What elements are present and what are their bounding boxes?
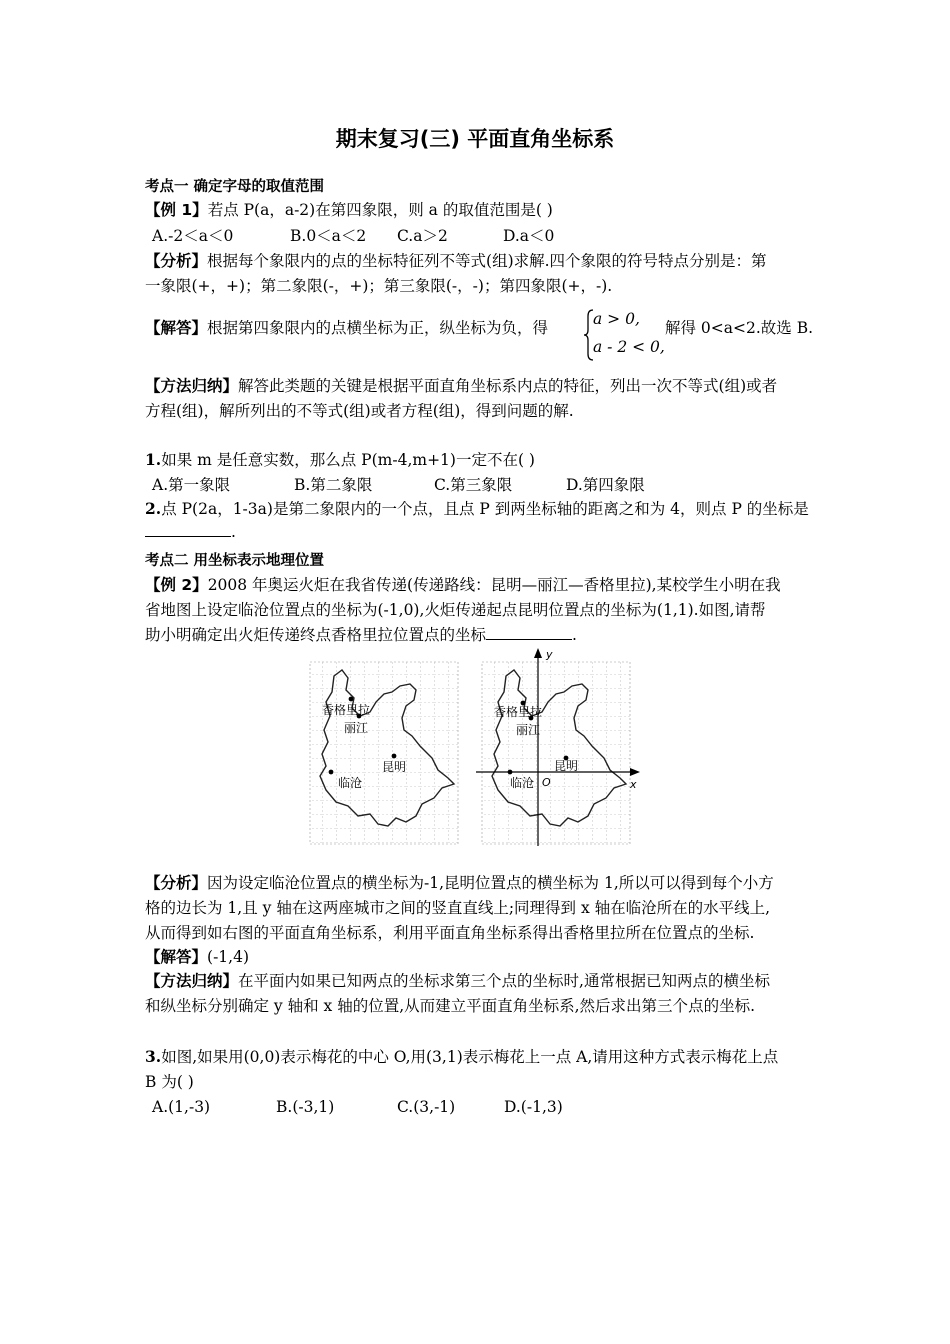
analysis2-line2: 格的边长为 1,且 y 轴在这两座城市之间的竖直直线上;同理得到 x 轴在临沧所在的水平线上, (145, 899, 771, 917)
answer2-tag: 【解答】 (145, 948, 208, 966)
analysis2-text1: 因为设定临沧位置点的横坐标为-1,昆明位置点的横坐标为 1,所以可以得到每个小方 (207, 874, 774, 892)
right-label-lincang: 临沧 (510, 776, 535, 790)
analysis1-text1: 根据每个象限内的点的坐标特征列不等式(组)求解.四个象限的符号特点分别是：第 (207, 252, 767, 270)
left-shangrila-dot (349, 697, 354, 702)
example1-option-b: B.0＜a＜2 (290, 227, 367, 245)
question1-option-b: B.第二象限 (294, 476, 373, 494)
question3-option-c: C.(3,-1) (397, 1098, 456, 1116)
example2-text3: 助小明确定出火炬传递终点香格里拉位置点的坐标 (145, 626, 487, 644)
question2-line (145, 498, 809, 520)
answer1-tail: 解得 0<a<2.故选 B. (665, 319, 814, 337)
question3-number: 3. (145, 1047, 162, 1066)
example1-text: 若点 P(a，a-2)在第四象限，则 a 的取值范围是( ) (207, 201, 553, 219)
method2-line2: 和纵坐标分别确定 y 轴和 x 轴的位置,从而建立平面直角坐标系,然后求出第三个点的坐标. (145, 997, 755, 1015)
question1-option-c: C.第三象限 (434, 476, 513, 494)
analysis1-line2: 一象限(+，+)；第二象限(-，+)；第三象限(-，-)；第四象限(+，-). (145, 277, 613, 295)
method2-tag: 【方法归纳】 (145, 972, 239, 990)
example1-option-d: D.a＜0 (503, 227, 555, 245)
method1-tag: 【方法归纳】 (145, 377, 239, 395)
example2-line2: 省地图上设定临沧位置点的坐标为(-1,0),火炬传递起点昆明位置点的坐标为(1,1).如图,请帮 (145, 601, 766, 619)
example1-option-c: C.a＞2 (397, 227, 448, 245)
section1-heading: 考点一 确定字母的取值范围 (145, 179, 325, 195)
left-label-shangrila: 香格里拉 (322, 703, 371, 717)
analysis1-tag: 【分析】 (145, 252, 208, 270)
left-label-lijiang: 丽江 (344, 721, 369, 735)
section2-heading: 考点二 用坐标表示地理位置 (145, 553, 325, 569)
answer2-line (145, 946, 249, 968)
analysis2-line3: 从而得到如右图的平面直角坐标系，利用平面直角坐标系得出香格里拉所在位置点的坐标. (145, 924, 755, 942)
answer1-line (145, 317, 548, 339)
analysis2-tag: 【分析】 (145, 874, 208, 892)
x-axis-arrow-icon (630, 768, 640, 776)
example2-tag: 【例 2】 (145, 576, 208, 594)
example1-tag: 【例 1】 (145, 201, 208, 219)
left-label-kunming: 昆明 (382, 760, 407, 774)
yunnan-maps (308, 646, 648, 848)
right-map-origin-label: O (542, 776, 551, 789)
question3-line1 (145, 1046, 778, 1068)
system-row-2: a - 2 < 0, (593, 338, 665, 356)
answer1-tag: 【解答】 (145, 319, 208, 337)
right-label-lijiang: 丽江 (516, 723, 541, 737)
answer2-text: (-1,4) (207, 948, 249, 966)
left-label-lincang: 临沧 (338, 776, 363, 790)
question1-line (145, 449, 535, 471)
question1-option-a: A.第一象限 (152, 476, 231, 494)
method1-line2: 方程(组)，解所列出的不等式(组)或者方程(组)，得到问题的解. (145, 402, 574, 420)
question1-number: 1. (145, 450, 162, 469)
right-label-shangrila: 香格里拉 (494, 705, 543, 719)
example1-option-a: A.-2＜a＜0 (152, 227, 234, 245)
example2-line3: 助小明确定出火炬传递终点香格里拉位置点的坐标 . (145, 626, 577, 644)
method1-line1 (145, 375, 777, 397)
right-lincang-dot (508, 770, 513, 775)
question3-text1: 如图,如果用(0,0)表示梅花的中心 O,用(3,1)表示梅花上一点 A,请用这种方式表示梅花上点 (161, 1048, 779, 1066)
question2-text: 点 P(2a，1-3a)是第二象限内的一个点，且点 P 到两坐标轴的距离之和为 4，则点 P 的坐标是 (161, 500, 809, 518)
example2-line1 (145, 574, 781, 596)
system-row-1: a > 0, (593, 310, 640, 328)
question2-answer-blank: . (145, 521, 236, 543)
inequality-system (583, 308, 663, 362)
method1-text1: 解答此类题的关键是根据平面直角坐标系内点的特征，列出一次不等式(组)或者 (238, 377, 778, 395)
y-axis-arrow-icon (534, 648, 542, 658)
left-kunming-dot (392, 754, 397, 759)
question1-option-d: D.第四象限 (566, 476, 645, 494)
question3-option-a: A.(1,-3) (152, 1098, 211, 1116)
question3-line2: B 为( ) (145, 1073, 194, 1091)
analysis2-line1 (145, 872, 774, 894)
left-map (310, 662, 458, 844)
question2-blank (145, 522, 231, 537)
right-label-kunming: 昆明 (554, 759, 579, 773)
example1-line (145, 199, 553, 221)
example2-text1: 2008 年奥运火炬在我省传递(传递路线：昆明—丽江—香格里拉),某校学生小明在我 (207, 576, 781, 594)
method2-line1 (145, 970, 770, 992)
right-map (476, 648, 640, 846)
question1-text: 如果 m 是任意实数，那么点 P(m-4,m+1)一定不在( ) (161, 451, 535, 469)
question3-option-b: B.(-3,1) (276, 1098, 335, 1116)
method2-text1: 在平面内如果已知两点的坐标求第三个点的坐标时,通常根据已知两点的横坐标 (238, 972, 770, 990)
analysis1-line1 (145, 250, 767, 272)
right-map-x-label: x (630, 778, 637, 791)
answer1-text: 根据第四象限内的点横坐标为正，纵坐标为负，得 (207, 319, 549, 337)
example2-blank (486, 625, 572, 640)
left-lincang-dot (329, 770, 334, 775)
map-figure (308, 646, 648, 852)
question3-option-d: D.(-1,3) (504, 1098, 563, 1116)
right-map-y-label: y (546, 648, 553, 661)
question2-number: 2. (145, 499, 162, 518)
page-title: 期末复习(三) 平面直角坐标系 (335, 127, 615, 151)
